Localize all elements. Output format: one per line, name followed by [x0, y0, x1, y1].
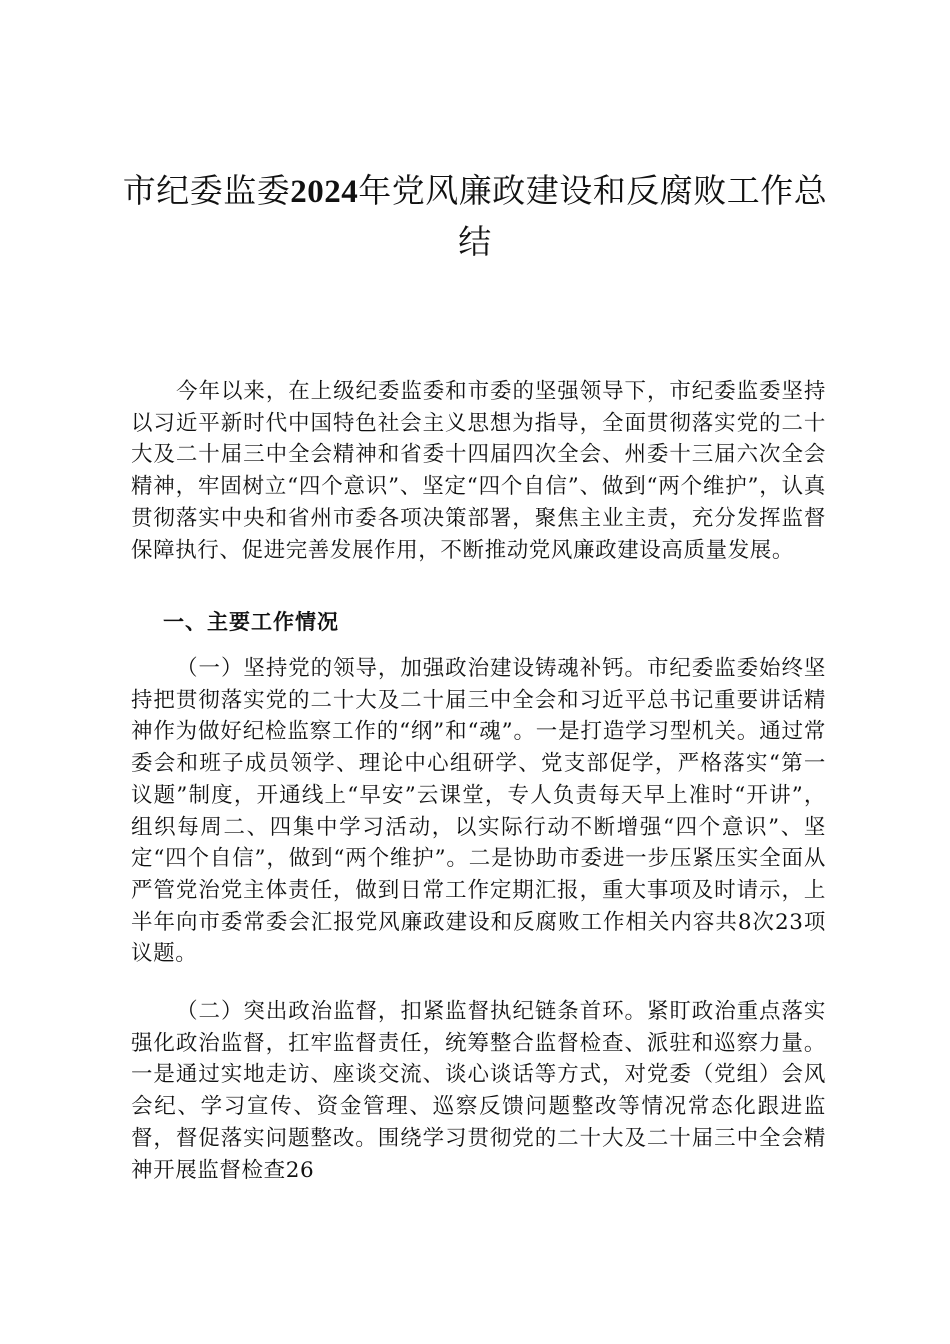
- title-year: 2024: [290, 174, 359, 210]
- section-heading: 一、主要工作情况: [163, 610, 339, 634]
- intro-paragraph: 今年以来，在上级纪委监委和市委的坚强领导下，市纪委监委坚持以习近平新时代中国特色社会主义思想为指导，全面贯彻落实党的二十大及二十届三中全会精神和省委十四届四次全会、州委十三届六次全会精神，牢固树立“四个意识”、坚定“四个自信”、做到“两个维护”，认真贯彻落实中央和省州市委各项决策部署，聚焦主业主责，充分发挥监督保障执行、促进完善发展作用，不断推动党风廉政建设高质量发展。: [131, 379, 826, 563]
- paragraph-two: （二）突出政治监督，扣紧监督执纪链条首环。紧盯政治重点落实强化政治监督，扛牢监督责任，统筹整合监督检查、派驻和巡察力量。一是通过实地走访、座谈交流、谈心谈话等方式，对党委（党组）会风会纪、学习宣传、资金管理、巡察反馈问题整改等情况常态化跟进监督，督促落实问题整改。围绕学习贯彻党的二十大及二十届三中全会精神开展监督检查26: [131, 999, 826, 1183]
- title-suffix: 年党风廉政建设和反腐败工作总结: [358, 171, 828, 261]
- title-prefix: 市纪委监委: [122, 171, 291, 210]
- paragraph-one: （一）坚持党的领导，加强政治建设铸魂补钙。市纪委监委始终坚持把贯彻落实党的二十大及二十届三中全会和习近平总书记重要讲话精神作为做好纪检监察工作的“纲”和“魂”。一是打造学习型机关。通过常委会和班子成员领学、理论中心组研学、党支部促学，严格落实“第一议题”制度，开通线上“早安”云课堂，专人负责每天早上准时“开讲”，组织每周二、四集中学习活动，以实际行动不断增强“四个意识”、坚定“四个自信”，做到“两个维护”。二是协助市委进一步压紧压实全面从严管党治党主体责任，做到日常工作定期汇报，重大事项及时请示，上半年向市委常委会汇报党风廉政建设和反腐败工作相关内容共8次23项议题。: [131, 656, 826, 967]
- document-title: [120, 166, 830, 267]
